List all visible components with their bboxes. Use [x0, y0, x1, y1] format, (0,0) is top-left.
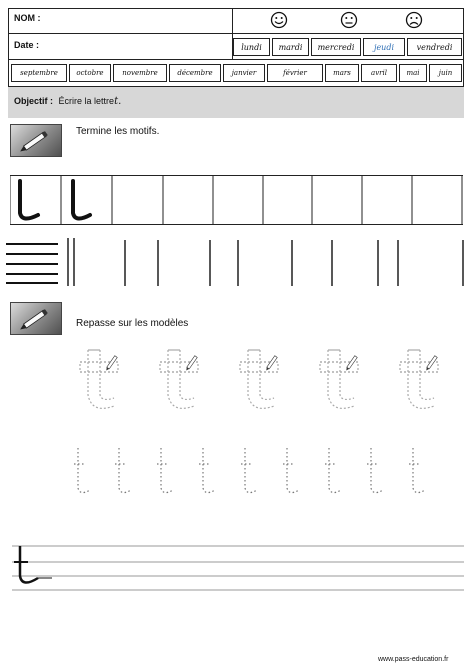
day-mercredi[interactable]: mercredi [311, 38, 361, 56]
month-novembre[interactable]: novembre [113, 64, 167, 82]
neutral-face-icon[interactable] [340, 11, 358, 29]
objectif-text: Écrire la lettre [58, 96, 115, 106]
section1-instruction: Termine les motifs. [76, 126, 160, 137]
small-tracing-row[interactable] [70, 446, 450, 496]
writing-lines[interactable] [12, 540, 464, 600]
month-mai[interactable]: mai [399, 64, 427, 82]
nom-label: NOM : [14, 13, 41, 23]
date-field[interactable] [60, 36, 228, 58]
section2-pencil-icon [10, 302, 62, 335]
day-lundi[interactable]: lundi [233, 38, 270, 56]
motif-grid[interactable] [10, 175, 463, 225]
objectif-line [14, 96, 121, 107]
sad-face-icon[interactable] [405, 11, 423, 29]
nom-field[interactable] [60, 10, 228, 32]
date-label: Date : [14, 40, 40, 50]
day-mardi[interactable]: mardi [272, 38, 309, 56]
month-octobre[interactable]: octobre [69, 64, 111, 82]
day-vendredi[interactable]: vendredi [407, 38, 462, 56]
large-tracing-row[interactable] [60, 340, 460, 420]
objectif-letter: t. [114, 96, 122, 107]
objectif-label: Objectif : [14, 96, 54, 106]
month-janvier[interactable]: janvier [223, 64, 265, 82]
section1-pencil-icon [10, 124, 62, 157]
month-avril[interactable]: avril [361, 64, 397, 82]
vertical-guides [60, 238, 470, 288]
footer-site[interactable]: www.pass-education.fr [378, 656, 449, 663]
month-juin[interactable]: juin [429, 64, 462, 82]
month-decembre[interactable]: décembre [169, 64, 221, 82]
happy-face-icon[interactable] [270, 11, 288, 29]
month-fevrier[interactable]: février [267, 64, 323, 82]
section2-instruction: Repasse sur les modèles [76, 318, 189, 329]
month-septembre[interactable]: septembre [11, 64, 67, 82]
month-mars[interactable]: mars [325, 64, 359, 82]
day-jeudi[interactable]: jeudi [363, 38, 405, 56]
ruled-lines-sample [6, 240, 58, 286]
